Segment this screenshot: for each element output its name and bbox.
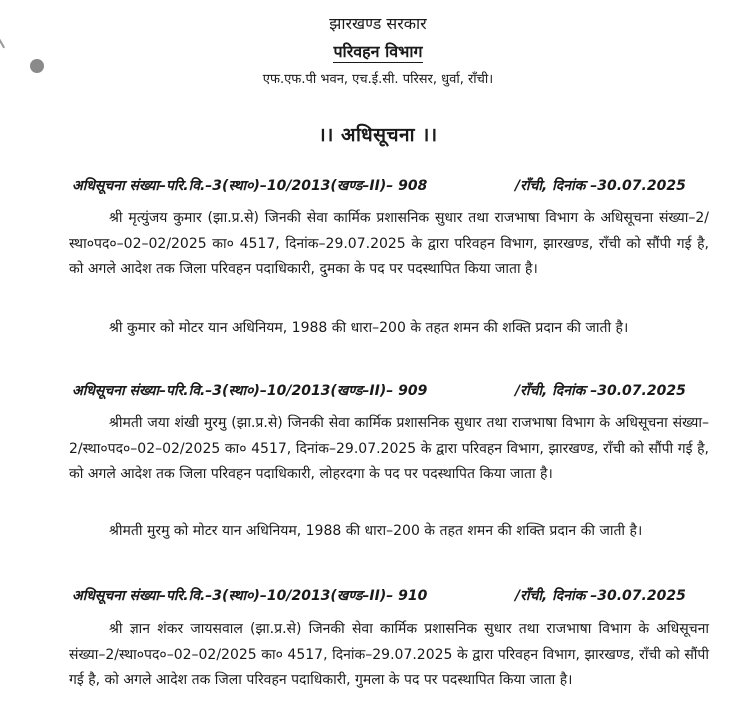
notification-heading xyxy=(72,381,702,401)
office-address: एफ.एफ.पी भवन, एच.ई.सी. परिसर, धुर्वा, राँची। xyxy=(262,72,494,87)
notification-heading xyxy=(72,586,702,606)
notification-paragraph: श्रीमती जया शंखी मुरमु (झा.प्र.से) जिनकी सेवा कार्मिक प्रशासनिक सुधार तथा राजभाषा विभाग के अधिसूचना संख्या–2/स्था०पद०–02–02/2025 का० 4517, दिनांक–29.07.2025 के द्वारा परिवहन विभाग, झारखण्ड, राँची को सौंपी गई है, को अगले आदेश तक जिला परिवहन पदाधिकारी, लोहरदगा के पद पर पदस्थापित किया जाता है। xyxy=(69,415,709,482)
notification-number: अधिसूचना संख्या–परि.वि.–3(स्था०)–10/2013(खण्ड–II)– 910 xyxy=(72,588,428,604)
department-name xyxy=(0,40,756,62)
notification-paragraph: श्री ज्ञान शंकर जायसवाल (झा.प्र.से) जिनकी सेवा कार्मिक प्रशासनिक सुधार तथा राजभाषा विभाग के अधिसूचना संख्या–2/स्था०पद०–02–02/2025 का० 4517, दिनांक–29.07.2025 के द्वारा परिवहन विभाग, झारखण्ड, राँची को सौंपी गई है, को अगले आदेश तक जिला परिवहन पदाधिकारी, गुमला के पद पर पदस्थापित किया जाता है। xyxy=(69,621,709,688)
notification-date: /राँची, दिनांक –30.07.2025 xyxy=(515,588,686,604)
notification-date: /राँची, दिनांक –30.07.2025 xyxy=(515,178,686,194)
notification-paragraph: श्री मृत्युंजय कुमार (झा.प्र.से) जिनकी सेवा कार्मिक प्रशासनिक सुधार तथा राजभाषा विभाग के अधिसूचना संख्या–2/स्था०पद०–02–02/2025 का० 4517, दिनांक–29.07.2025 के द्वारा परिवहन विभाग, झारखण्ड, राँची को सौंपी गई है, को अगले आदेश तक जिला परिवहन पदाधिकारी, दुमका के पद पर पदस्थापित किया जाता है। xyxy=(69,210,709,277)
notification-date: /राँची, दिनांक –30.07.2025 xyxy=(515,383,686,399)
notification-paragraph: श्री कुमार को मोटर यान अधिनियम, 1988 की धारा–200 के तहत शमन की शक्ति प्रदान की जाती है। xyxy=(109,320,629,336)
government-name: झारखण्ड सरकार xyxy=(329,14,427,33)
notification-heading xyxy=(72,176,702,196)
notification-paragraph: श्रीमती मुरमु को मोटर यान अधिनियम, 1988 की धारा–200 के तहत शमन की शक्ति प्रदान की जाती है। xyxy=(109,523,643,539)
notification-number: अधिसूचना संख्या–परि.वि.–3(स्था०)–10/2013(खण्ड–II)– 909 xyxy=(72,383,428,399)
notification-number: अधिसूचना संख्या–परि.वि.–3(स्था०)–10/2013(खण्ड–II)– 908 xyxy=(72,178,428,194)
department-name-text: परिवहन विभाग xyxy=(333,42,423,61)
document-title: ।। अधिसूचना ।। xyxy=(318,124,438,146)
